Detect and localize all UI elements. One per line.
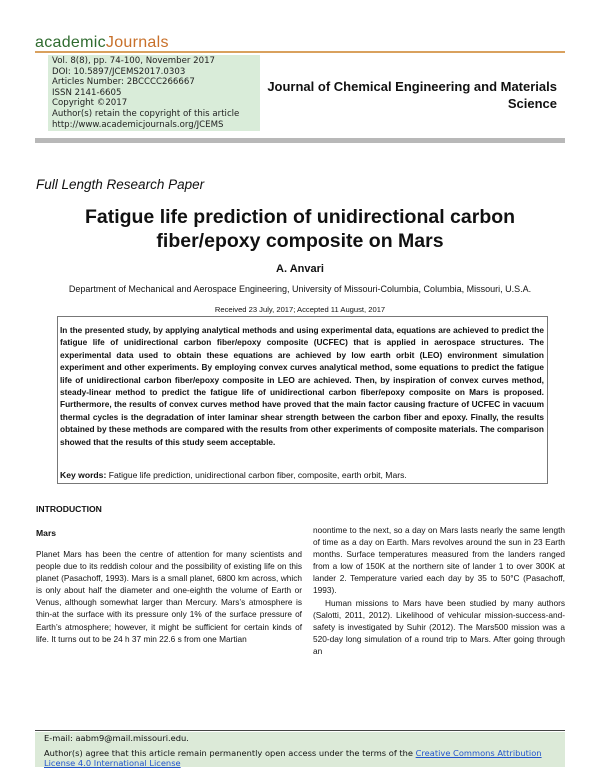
meta-url[interactable]: http://www.academicjournals.org/JCEMS (52, 119, 224, 130)
body-column-right (313, 524, 565, 657)
meta-volume: Vol. 8(8), pp. 74-100, November 2017 (52, 56, 216, 66)
logo-academic: academic (35, 34, 106, 51)
keywords-text: Fatigue life prediction, unidirectional carbon fiber, composite, earth orbit, Mars. (108, 470, 407, 480)
author-email[interactable]: E-mail: aabm9@mail.missouri.edu. (44, 733, 189, 743)
title-line2: fiber/epoxy composite on Mars (156, 230, 444, 252)
license-notice (44, 748, 554, 768)
meta-article-number: Articles Number: 2BCCCC266667 (52, 77, 195, 88)
title-line1: Fatigue life prediction of unidirectional carbon (84, 206, 516, 228)
subsection-heading: Mars (36, 528, 57, 538)
license-link[interactable]: Creative Commons Attribution (415, 748, 542, 758)
publisher-logo (35, 34, 169, 52)
license-text: Author(s) agree that this article remain permanently open access under the terms of the (44, 748, 416, 758)
header-rule (35, 51, 565, 53)
license-link[interactable]: License 4.0 International License (44, 758, 181, 768)
article-meta (52, 56, 239, 130)
meta-copyright: Copyright ©2017 (52, 98, 128, 109)
paragraph: noontime to the next, so a day on Mars lasts nearly the same length of time as a day on Earth. Mars revolves around the sun in 23 Earth months. Surface temperatures measured from the landers ranged from a low of 150K at the northern site of lander 1 to over 300K at lander 2. Temperature varied each day by 35 to 50°C (Pasachoff, 1993). (313, 525, 565, 596)
meta-issn: ISSN 2141-6605 (52, 87, 122, 98)
header-divider-bar (35, 138, 565, 143)
paper-type: Full Length Research Paper (36, 177, 205, 192)
affiliation: Department of Mechanical and Aerospace Engineering, University of Missouri-Columbia, Columbia, Missouri, U.S.A. (68, 284, 532, 294)
paragraph: Human missions to Mars have been studied by many authors (Salotti, 2011, 2012). Likelihood of vehicular mission-success-and-safety is investigated by Suhir (2012). The Mars500 mission was a 520-day long simulation of a round trip to Mars. After going through an (313, 597, 565, 656)
keywords (60, 470, 544, 480)
footer-rule (35, 730, 565, 731)
journal-name-line2: Science (507, 96, 557, 111)
logo-journals: Journals (105, 34, 169, 51)
author: A. Anvari (276, 263, 324, 275)
section-heading: INTRODUCTION (36, 504, 102, 514)
body-column-left (36, 548, 302, 645)
journal-name-line1: Journal of Chemical Engineering and Materials (267, 79, 557, 94)
meta-rights: Author(s) retain the copyright of this article (52, 108, 240, 119)
meta-doi: DOI: 10.5897/JCEMS2017.0303 (52, 66, 186, 77)
paragraph: Planet Mars has been the centre of attention for many scientists and people due to its reddish colour and the possibility of existing life on this planet (Pasachoff, 1993). Mars is a small planet, 6800 km across, which is only about half the diameter and one-eighth the volume of Earth or Venus, although somewhat larger than Mercury. Mars’s atmosphere is thin-at the surface with its pressure only 1% of the surface pressure of Earth’s atmosphere; however, it might be sufficient for certain kinds of life. It turns out to be 24 h 37 min 22.6 s from one Martian (36, 549, 302, 644)
journal-name (262, 78, 557, 112)
abstract: In the presented study, by applying analytical methods and using experimental data, equations are achieved to predict the fatigue life of unidirectional carbon fiber/epoxy composite (UCFEC) that is applied in aerospace structures. The experimental data used to obtain these equations are achieved by low earth orbit (LEO) environment simulation experiment and other experiments. By employing convex curves analytical method, some equations to predict the fatigue life of unidirectional carbon fiber/epoxy composite in LEO are achieved. Then, by inspiration of convex curves method, steady-linear method to predict the fatigue life of unidirectional carbon fiber/epoxy composite on Mars is proposed. Furthermore, the results of convex curves method have proved that the main factor causing fracture of UCFEC in vacuum thermal cycles is the degradation of inter laminar shear strength between the carbon fiber and epoxy. Finally, the results obtained by these methods are compared with the results from other experiments of composite materials. The comparison showed that the results of this study seem acceptable. (60, 325, 544, 447)
received-dates: Received 23 July, 2017; Accepted 11 August, 2017 (214, 305, 386, 314)
keywords-label: Key words: (60, 470, 107, 480)
paper-title (40, 205, 560, 253)
